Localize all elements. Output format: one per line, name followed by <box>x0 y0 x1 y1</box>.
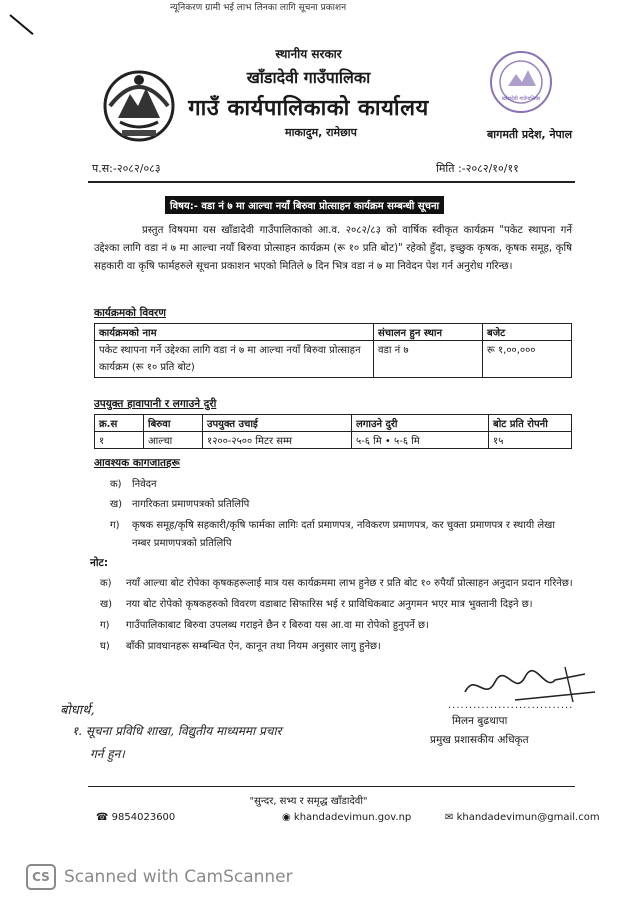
handwritten-line: १. सूचना प्रविधि शाखा, विद्युतीय माध्यममा प्रचार <box>72 724 282 738</box>
table-header: कार्यक्रमको नाम <box>95 324 374 341</box>
list-text: गाउँपालिकाबाट बिरुवा उपलब्ध गराइने छैन र बिरुवा यस आ.वा मा रोपेको हुनुपर्ने छ। <box>126 620 429 631</box>
notes-list <box>100 575 578 659</box>
signatory-title: प्रमुख प्रशासकीय अधिकृत <box>430 734 529 746</box>
table-header: बजेट <box>483 324 572 341</box>
camscanner-logo-icon: CS <box>26 864 56 890</box>
climate-section-title: उपयुक्त हावापानी र लगाउने दुरी <box>94 398 217 410</box>
list-text: बाँकी प्रावधानहरू सम्बन्धित ऐन, कानून तथा नियम अनुसार लागु हुनेछ। <box>126 641 381 652</box>
program-table <box>94 323 572 378</box>
province-label: बागमती प्रदेश, नेपाल <box>487 128 573 141</box>
table-header: क्र.स <box>95 415 144 432</box>
list-text: नया बोट रोपेको कृषकहरुको विवरण वडाबाट सिफारिस भई र प्राविधिकबाट अनुगमन भएर मात्र भुक्तानी दिइने छ। <box>126 599 533 610</box>
documents-section-title: आवश्यक कागजातहरू <box>94 457 180 469</box>
table-header: संचालन हुन स्थान <box>374 324 483 341</box>
list-item <box>110 475 572 495</box>
signatory-name: मिलन बुढथापा <box>452 715 508 727</box>
table-header: लगाउने दुरी <box>352 415 489 432</box>
notes-title: नोट: <box>90 557 109 569</box>
table-header: बिरुवा <box>144 415 203 432</box>
handwritten-line: गर्न हुन। <box>90 747 125 761</box>
list-item <box>100 575 578 592</box>
table-header-row <box>95 324 572 341</box>
documents-list <box>110 475 572 553</box>
table-row <box>95 341 572 378</box>
table-header-row <box>95 415 572 432</box>
reference-number: प.स:-२०८२/०८३ <box>92 162 161 175</box>
top-cut-text: न्यूनिकरण ग्रामी भई लाभ लिनका लागि सूचना प्रकाशन <box>170 3 347 13</box>
program-section-title: कार्यक्रमको विवरण <box>94 307 166 319</box>
list-marker: क) <box>110 479 122 490</box>
signature-dots: .............................. <box>448 700 574 711</box>
seal-text: खाँडादेवी गाउँपालिका <box>501 96 541 102</box>
list-marker: घ) <box>100 641 110 652</box>
website-url: khandadevimun.gov.np <box>293 812 412 823</box>
footer-motto: "सुन्दर, सभ्य र समृद्ध खाँडादेवी" <box>249 796 368 807</box>
email-address: khandadevimun@gmail.com <box>456 812 600 823</box>
table-cell: वडा नं ७ <box>374 341 483 378</box>
phone-icon: ☎ <box>96 812 109 823</box>
mail-icon: ✉ <box>445 812 454 823</box>
gov-label: स्थानीय सरकार <box>275 47 342 61</box>
camscanner-watermark <box>26 864 293 890</box>
list-text: कृषक समूह/कृषि सहकारी/कृषि फार्मका लागिः दर्ता प्रमाणपत्र, नविकरण प्रमाणपत्र, कर चुक्ता प्रमाणपत्र र स्थायी लेखा नम्बर प्रमाणपत्रको प्रतिलिपि <box>132 520 555 549</box>
table-header: बोट प्रति रोपनी <box>489 415 572 432</box>
list-item <box>110 517 572 553</box>
climate-table <box>94 414 572 449</box>
municipality-name: खाँडादेवी गाउँपालिका <box>246 68 371 87</box>
list-item <box>100 638 578 655</box>
notice-date: मिति :-२०८२/१०/११ <box>436 162 519 175</box>
footer-website <box>282 812 411 823</box>
footer-email <box>445 812 600 823</box>
list-marker: ग) <box>100 620 110 631</box>
list-item <box>100 617 578 634</box>
list-item <box>100 596 578 613</box>
subject-line: विषय:- वडा नं ७ मा आल्चा नयाँ बिरुवा प्रोत्साहन कार्यक्रम सम्बन्धी सूचना <box>165 196 444 214</box>
office-address: माकादुम, रामेछाप <box>285 126 357 139</box>
body-paragraph <box>94 222 572 276</box>
list-text: निवेदन <box>132 479 157 490</box>
footer-divider <box>88 786 575 787</box>
footer-phone <box>96 812 175 823</box>
list-item <box>110 495 572 515</box>
header-divider <box>88 181 575 183</box>
table-cell: ५-६ मि • ५-६ मि <box>352 432 489 449</box>
list-text: नयाँ आल्चा बोट रोपेका कृषकहरूलाई मात्र यस कार्यक्रममा लाभ हुनेछ र प्रति बोट १० रुपैयाँ प्रोत्साहन अनुदान प्रदान गरिनेछ। <box>126 578 573 589</box>
table-cell: १५ <box>489 432 572 449</box>
list-marker: ख) <box>110 499 123 510</box>
handwritten-cc: बोधार्थ, <box>60 703 95 718</box>
phone-number: 9854023600 <box>111 812 176 823</box>
table-cell: १ <box>95 432 144 449</box>
pen-mark <box>9 14 33 35</box>
table-row <box>95 432 572 449</box>
list-marker: ग) <box>110 520 120 531</box>
globe-icon: ◉ <box>282 812 291 823</box>
list-marker: क) <box>100 578 112 589</box>
list-marker: ख) <box>100 599 113 610</box>
office-name: गाउँ कार्यपालिकाको कार्यालय <box>188 96 429 121</box>
body-text: प्रस्तुत विषयमा यस खाँडादेवी गाउँपालिकाको आ.व. २०८२/८३ को वार्षिक स्वीकृत कार्यक्रम "पकेट स्थापना गर्ने उद्देश्का लागि वडा नं ७ मा आल्चा नयाँ बिरुवा प्रोत्साहन कार्यक्रम (रू १० प्रति बोट)" रहेको हुँदा, इच्छुक कृषक, कृषक समूह, कृषि सहकारी वा कृषि फार्महरुले सूचना प्रकाशन भएको मितिले ७ दिन भित्र वडा नं ७ मा निवेदन पेश गर्न अनुरोध गरिन्छ। <box>94 225 572 272</box>
table-cell: १२००-२५०० मिटर सम्म <box>203 432 352 449</box>
list-text: नागरिकता प्रमाणपत्रको प्रतिलिपि <box>132 499 250 510</box>
table-header: उपयुक्त उचाई <box>203 415 352 432</box>
table-cell: पकेट स्थापना गर्ने उद्देश्का लागि वडा नं ७ मा आल्चा नयाँ बिरुवा प्रोत्साहन कार्यक्रम (रू १० प्रति बोट) <box>95 341 374 378</box>
table-cell: रू १,००,००० <box>483 341 572 378</box>
table-cell: आल्चा <box>144 432 203 449</box>
camscanner-text: Scanned with CamScanner <box>64 867 293 887</box>
